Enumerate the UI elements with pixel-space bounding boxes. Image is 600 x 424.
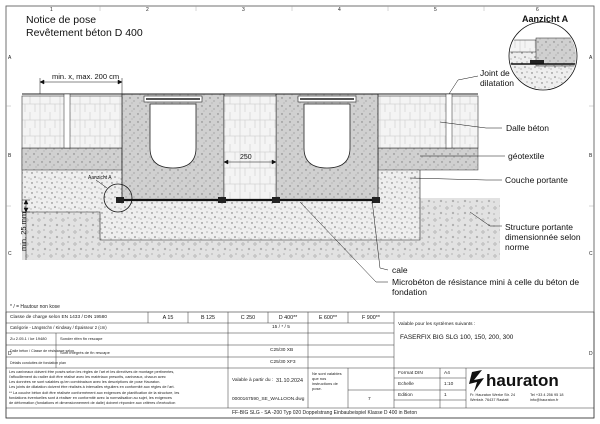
scale-value: 1:10 — [444, 382, 454, 387]
callout-microbeton: Microbéton de résistance mini à celle du béton de fondation — [392, 277, 580, 297]
dimension-middle-label: 250 — [240, 154, 252, 161]
detail-title: Aanzicht A — [522, 14, 569, 24]
callout-dalle: Dalle béton — [506, 123, 550, 133]
channel-left — [122, 94, 224, 200]
row-4-value: Sont intégrés de fin rescape — [60, 350, 110, 355]
brand-logo-text: hauraton — [486, 371, 559, 390]
edition-label: Edition — [398, 393, 413, 398]
callout-joint: Joint de dilatation — [480, 68, 515, 88]
note-5: ** La couche béton doit être réalisée conformément aux exigences de planification de la structure, les — [9, 391, 180, 395]
grid-top-1: 1 — [50, 7, 53, 13]
bottom-strip: FF-BIG SLG - SA -200 Typ 020 Doppelstrang Einbaubeispiel Klasse D 400 in Beton — [232, 410, 418, 416]
note-1: Les caniveaux doivent être posés selon les règles de l'art et les directives de montage pertinentes, — [9, 370, 175, 374]
note-6: fondations éventuelles sont à réaliser en conformité avec la normalisation au sujet, les exigences — [9, 396, 172, 400]
col-d400: D 400** — [278, 315, 298, 321]
not-valid-note: Ne sont valables que nos instructions de pose. — [312, 371, 342, 391]
callout-couche: Couche portante — [505, 175, 568, 185]
row-1-label: Catégorie - Längsschn / Kindway / Épaisseur 2 (cm) — [10, 325, 107, 330]
grid-top-6: 6 — [536, 7, 539, 13]
col-c250: C 250 — [240, 315, 256, 321]
grid-top-3: 3 — [242, 7, 245, 13]
format-label: Format DIN — [398, 371, 423, 376]
note-2: l'affouillement du radier doit être réalisé avec les matériaux prescrits, caniveaux, chacun avec — [9, 375, 166, 379]
systems-list: FASERFIX BIG SLG 100, 150, 200, 300 — [400, 334, 514, 341]
dalle-beton-left — [22, 148, 122, 170]
grid-left-a: A — [8, 55, 12, 61]
middle-concrete — [224, 96, 276, 200]
col-e600: E 600** — [318, 315, 338, 321]
title-line2: Revêtement béton D 400 — [26, 27, 143, 39]
grid-left-b: B — [8, 153, 12, 159]
col-a15: A 15 — [162, 315, 174, 321]
cale-right — [372, 197, 380, 203]
cale-mid2 — [272, 197, 280, 203]
row-3-label: Dalle béton / Classe de résistance selon — [10, 349, 75, 353]
grid-right-a: A — [589, 55, 593, 61]
dimension-top-label: min. x, max. 200 cm — [52, 72, 120, 81]
logo-mark — [469, 370, 484, 392]
grid-right-c: C — [589, 251, 593, 257]
row-4-label: Détails conduites de fondation plan — [10, 361, 66, 365]
grid-top-2: 2 — [146, 7, 149, 13]
edition-value: 1 — [444, 393, 447, 398]
row-3-value: C25/30 XB — [270, 348, 294, 353]
channel-right — [276, 94, 378, 200]
grid-right-d: D — [589, 351, 593, 357]
dimension-left-label: min. 25 mm — [19, 211, 28, 251]
note-4: Les joints de dilatation doivent être réalisés à intervalles réguliers en conformité aux règles de l'art. — [9, 385, 175, 389]
cale-mid — [218, 197, 226, 203]
callout-detail-marker: Aanzicht A — [88, 175, 112, 181]
row-1-value: 15 / * / 5 — [272, 325, 290, 330]
grid-top-4: 4 — [338, 7, 341, 13]
callout-structure: Structure portante dimensionnée selon norme — [505, 222, 581, 252]
note-7: de déformation (fondations et dimensionnement de dalle) doivent répondre aux critères d'exécution — [9, 401, 176, 405]
doc-number: 0000167590_SE_WALLOON.dwg — [232, 397, 305, 402]
note-3: Les données ne sont valables qu'en combinaison avec les descriptions de pose Hauraton. — [9, 380, 161, 384]
grid-left-d: D — [8, 351, 12, 357]
row-5-value: C25/30 XF3 — [270, 360, 296, 365]
brand-contact: Tel +33 4 256 95 18 info@hauraton.fr — [530, 393, 564, 402]
joint-dilatation — [446, 94, 452, 148]
callout-geotextile: géotextile — [508, 151, 545, 161]
grid-right-b: B — [589, 153, 593, 159]
col-b125: B 125 — [200, 315, 216, 321]
sheet-number: 7 — [368, 397, 371, 402]
dalle-beton-right — [378, 148, 478, 170]
callout-cale: cale — [392, 265, 408, 275]
footnote: * / = Hautour non kose — [10, 304, 60, 310]
table-row-header: Classe de charge selon EN 1433 / DIN 19580 — [10, 315, 108, 320]
systems-title: Valable pour les systèmes suivants : — [398, 322, 476, 327]
scale-label: Echelle — [398, 382, 414, 387]
grid-left-c: C — [8, 251, 12, 257]
validity-label: Valable à partir du : — [232, 378, 274, 383]
row-2-label: Zu 2.05.1 / ke 19480 — [10, 336, 47, 341]
format-value: A4 — [444, 371, 450, 376]
cale-left — [116, 197, 124, 203]
validity-date: 31.10.2024 — [276, 378, 303, 384]
brand-address: Fr. Hauraton Werke Str. 24 Werkstr. 76437 Rastatt — [470, 393, 516, 402]
row-2-value: Sonder rifen fin rescape — [60, 336, 103, 341]
col-f900: F 900** — [362, 315, 380, 321]
title-line1: Notice de pose — [26, 14, 97, 26]
grid-top-5: 5 — [434, 7, 437, 13]
